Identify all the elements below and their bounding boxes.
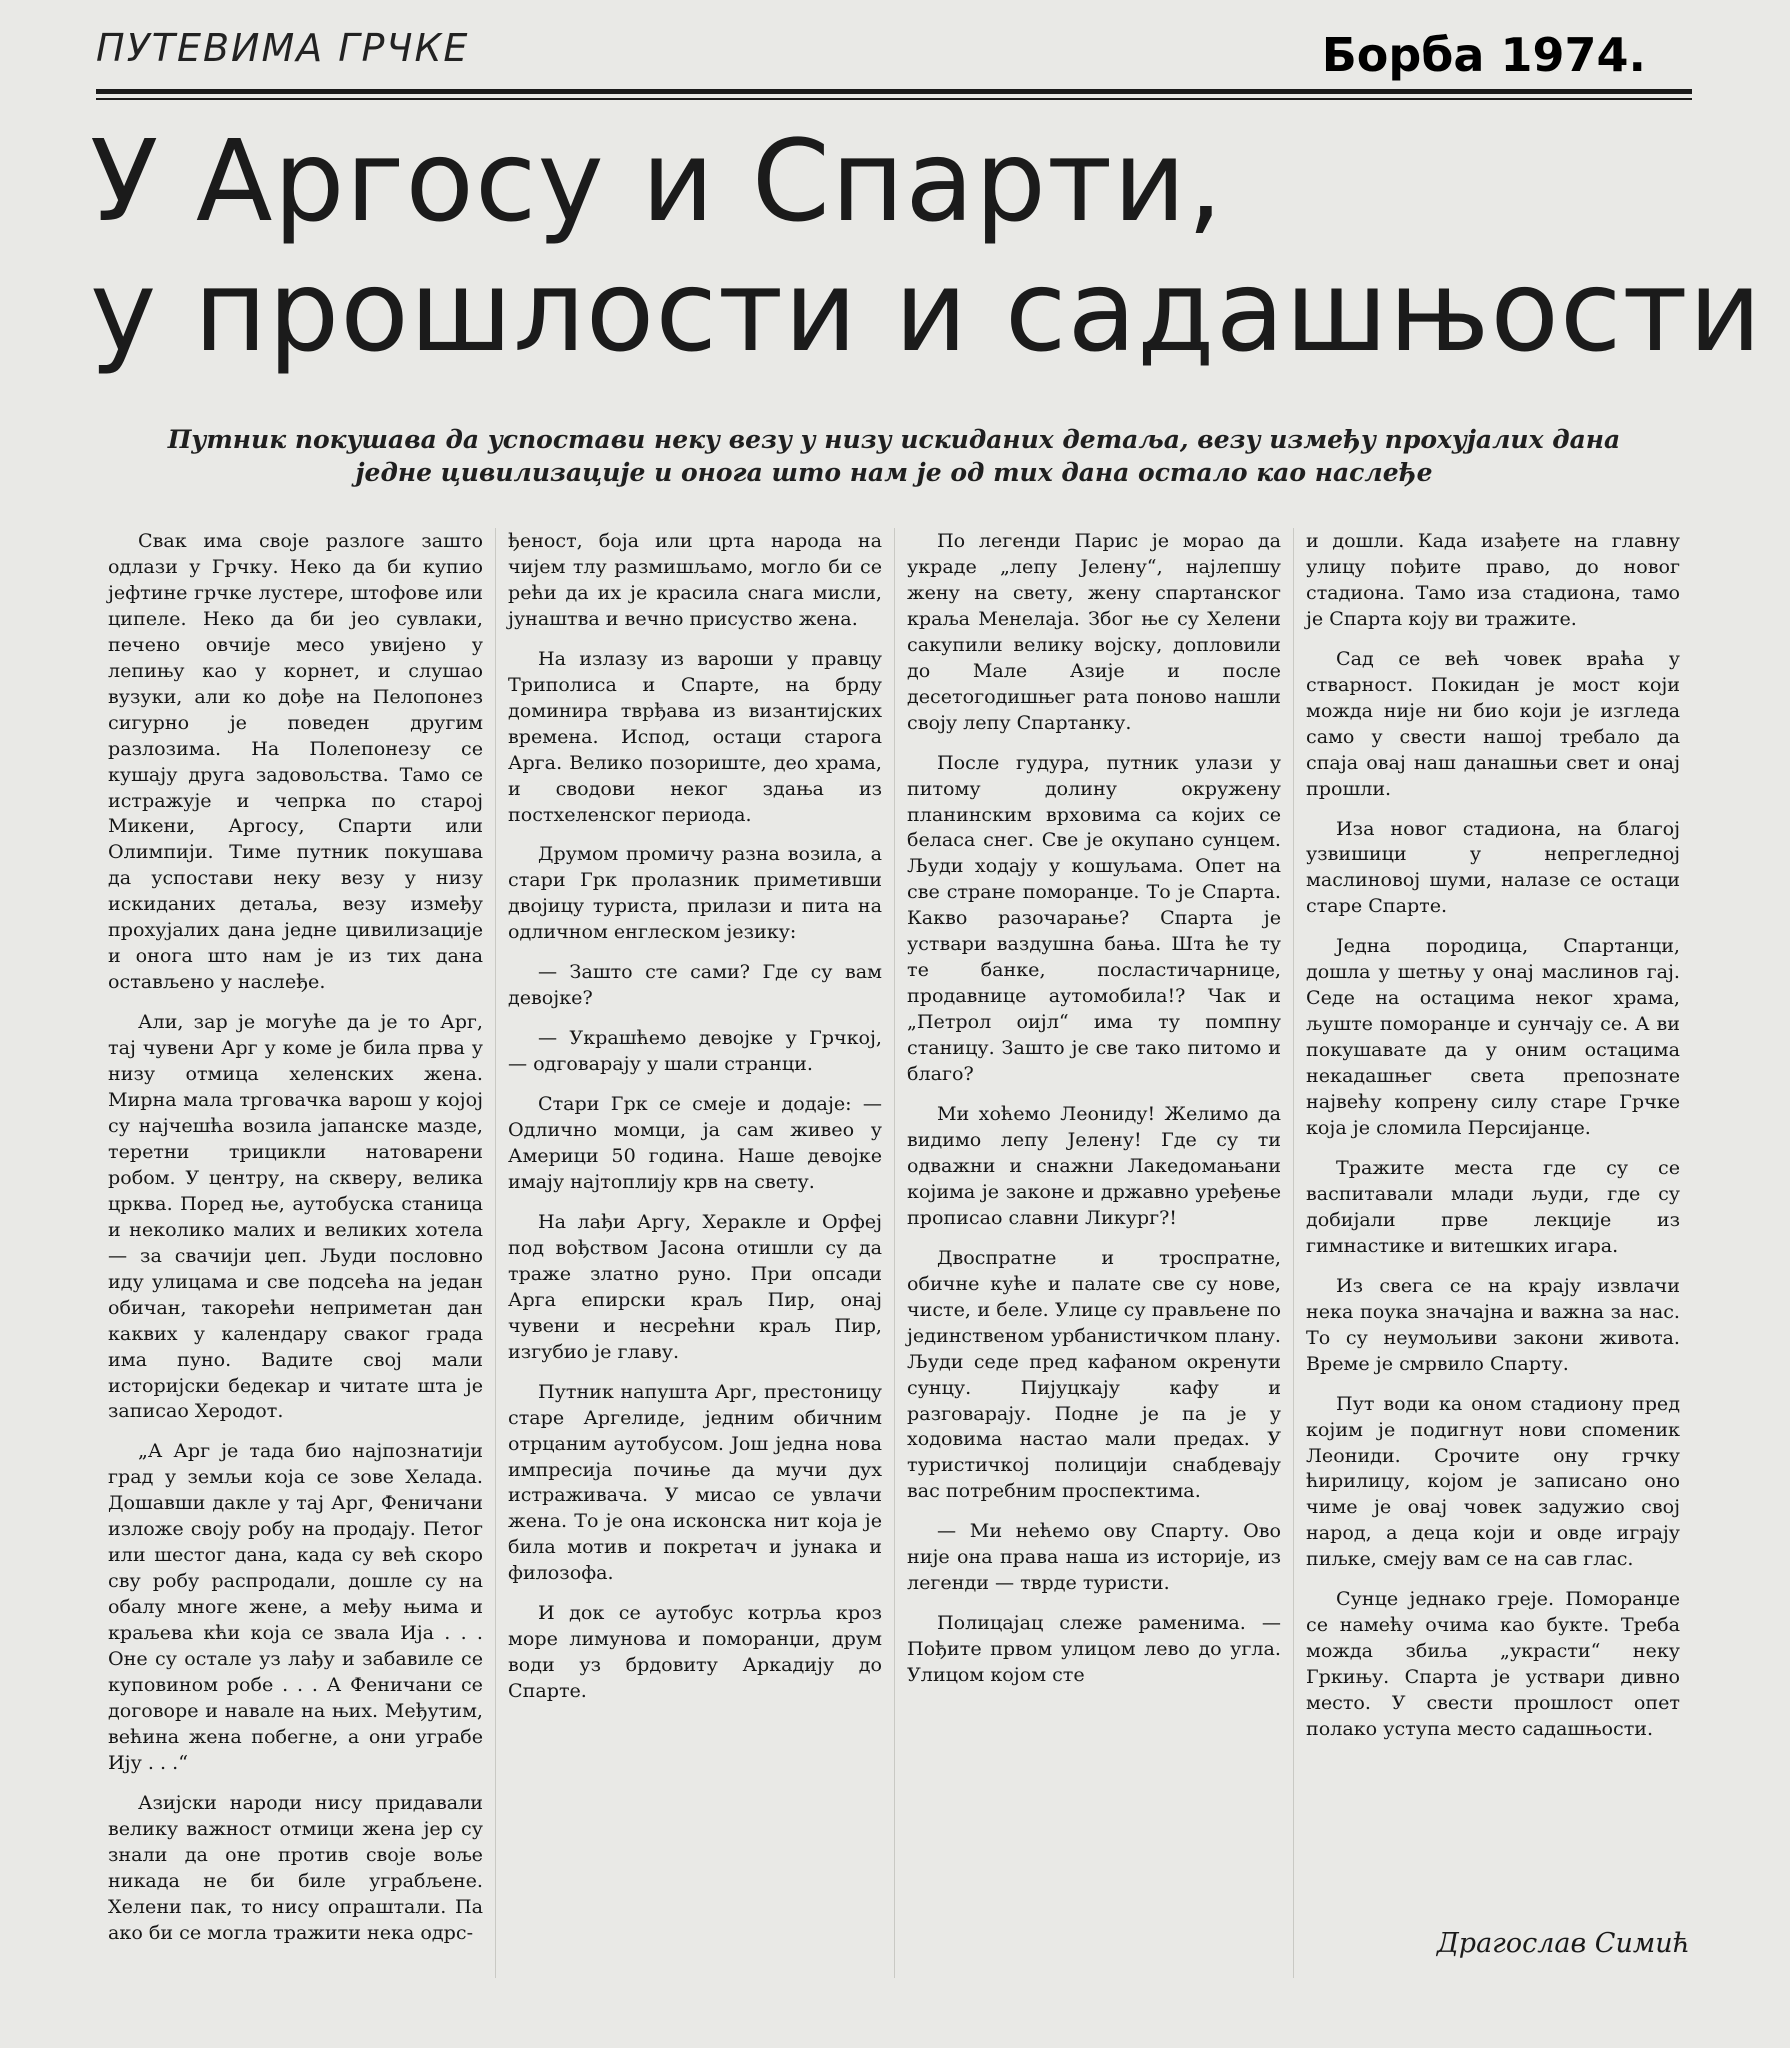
paragraph: Али, зар је могуће да је то Арг, тај чувени Арг у коме је била прва у низу отмица хеленских жена. Мирна мала трговачка варош у којој су најчешћа возила јапанске мазде, теретни трицикли натоварени робом. У центру, на скверу, велика црква. Поред ње, аутобуска станица и неколико малих и великих хотела — за свачији џеп. Људи пословно иду улицама и све подсећа на један обичан, такорећи неприметан дан каквих у календару сваког града има пуно. Вадите свој мали историјски бедекар и читате шта је записао Херодот. (108, 1010, 483, 1423)
paragraph: Тражите места где су се васпитавали млади људи, где су добијали прве лекције из гимнастике и витешких игара. (1306, 1155, 1680, 1257)
section-kicker: ПУТЕВИМА ГРЧКЕ (96, 26, 470, 70)
header-rule (96, 89, 1692, 94)
paragraph: Двоспратне и троспратне, обичне куће и палате све су нове, чисте, и беле. Улице су прављене по јединственом урбанистичком плану. Људи седе пред кафаном окренути сунцу. Пијуцкају кафу и разговарају. Подне је па је у ходовима настао мали предах. У туристичкој полицији снабдевају вас потребним проспектима. (907, 1245, 1281, 1503)
paragraph: — Зашто сте сами? Где су вам девојке? (508, 960, 882, 1010)
paragraph: Сад се већ човек враћа у стварност. Покидан је мост који можда није ни био који је изгледа само у свести нашој требало да спаја овај наш данашњи свет и онај прошли. (1306, 646, 1680, 800)
subhead-line-2: једне цивилизације и онога што нам је од тих дана остало као наслеђе (355, 457, 1433, 487)
paragraph: Стари Грк се смеје и додаје: — Одлично момци, ја сам живео у Америци 50 година. Наше девојке имају најтоплију крв на свету. (508, 1092, 882, 1193)
paragraph: По легенди Парис је морао да украде „лепу Јелену“, најлепшу жену на свету, жену спартанског краља Менелаја. Због ње су Хелени сакупили велику војску, допловили до Мале Азије и после десетогодишњег рата поново нашли своју лепу Спартанку. (907, 529, 1281, 734)
header-rule-thin (96, 98, 1692, 100)
paragraph: Пут води ка оном стадиону пред којим је подигнут нови споменик Леониди. Срочите ону грчку ћирилицу, којом је записано оно чиме је овај човек задужио свој народ, а деца који и овде играју пиљке, смеју вам се на сав глас. (1306, 1391, 1680, 1571)
paragraph: Ми хоћемо Леониду! Желимо да видимо лепу Јелену! Где су ти одважни и снажни Лакедомањани којима је законе и државно уређење прописао славни Ликург?! (907, 1102, 1281, 1229)
subhead-line-1: Путник покушава да успостави неку везу у низу искиданих детаља, везу између прохујалих дана (167, 425, 1621, 454)
paragraph: — Украшћемо девојке у Грчкој, — одговарају у шали странци. (508, 1026, 882, 1076)
paragraph: Путник напушта Арг, престоницу старе Аргелиде, једним обичним отрцаним аутобусом. Још једна нова импресија почиње да мучи дух истраживача. У мисао се увлачи жена. То је она исконска нит која је била мотив и покретач и јунака и филозофа. (508, 1379, 882, 1585)
headline-line-2: у прошлости и садашњости (90, 246, 1763, 377)
paragraph: „А Арг је тада био најпознатији град у земљи која се зове Хелада. Дошавши дакле у тај Арг, Феничани изложе своју робу на продају. Петог или шестог дана, када су већ скоро сву робу распродали, дошле су на обалу многе жене, а међу њима и краљева кћи која се звала Ија . . . Оне су остале уз лађу и забавиле се куповином робе . . . А Феничани се договоре и навале на њих. Међутим, већина жена побегне, а они уграбе Ију . . .“ (108, 1439, 483, 1774)
paragraph: Иза новог стадиона, на благој узвишици у непрегледној маслиновој шуми, налазе се остаци старе Спарте. (1306, 816, 1680, 918)
author-signature: Драгослав Симић (1436, 1928, 1690, 1959)
paragraph: Сунце једнако греје. Поморанџе се намећу очима као букте. Треба можда збиља „украсти“ неку Гркињу. Спарта је уствари дивно место. У свести прошлост опет полако уступа место садашњости. (1306, 1587, 1680, 1741)
paragraph: И док се аутобус котрља кроз море лимунова и поморанџи, друм води уз брдовиту Аркадију до Спарте. (508, 1601, 882, 1703)
paragraph: — Ми нећемо ову Спарту. Ово није она права наша из историје, из легенди — тврде туристи. (907, 1519, 1281, 1595)
column-3 (894, 528, 1293, 1978)
paragraph: Свак има своје разлоге зашто одлази у Грчку. Неко да би купио јефтине грчке лустере, штофове или ципеле. Неко да би јео сувлаки, печено овчије месо увијено у лепињу као у корнет, и слушао вузуки, али ко дође на Пелопонез сигурно је поведен другим разлозима. На Полепонезу се кушају друга задовољства. Тамо се истражује и чепрка по старој Микени, Аргосу, Спарти или Олимпији. Тиме путник покушава да успостави неку везу у низу искиданих детаља, везу између прохујалих дана једне цивилизације и онога што нам је из тих дана остављено у наслеђе. (108, 529, 483, 994)
paragraph: На лађи Аргу, Херакле и Орфеј под вођством Јасона отишли су да траже златно руно. При опсади Арга епирски краљ Пир, онај чувени и несрећни краљ Пир, изгубио је главу. (508, 1209, 882, 1363)
paragraph: Једна породица, Спартанци, дошла у шетњу у онај маслинов гај. Седе на остацима неког храма, љуште поморанџе и сунчају се. А ви покушавате да у оним остацима некадашњег света препознате највећу копрену силу старе Грчке која је сломила Персијанце. (1306, 934, 1680, 1140)
paragraph: На излазу из вароши у правцу Триполиса и Спарте, на брду доминира тврђава из византијских времена. Испод, остаци старога Арга. Велико позориште, део храма, и сводови неког здања из постхеленског периода. (508, 646, 882, 826)
article-body (96, 528, 1692, 1978)
headline-line-1: У Аргосу и Спарти, (90, 117, 1224, 247)
paragraph: и дошли. Када изађете на главну улицу пођите право, до новог стадиона. Тамо иза стадиона, тамо је Спарта коју ви тражите. (1306, 529, 1680, 630)
article-headline (90, 117, 1763, 378)
column-1 (96, 528, 495, 1978)
source-label: Борба 1974. (1321, 28, 1646, 82)
column-4 (1293, 528, 1692, 1978)
paragraph: Полицајац слеже раменима. — Пођите првом улицом лево до угла. Улицом којом сте (907, 1611, 1281, 1687)
paragraph: После гудура, путник улази у питому долину окружену планинским врховима са којих се беласа снег. Све је окупано сунцем. Људи ходају у кошуљама. Опет на све стране поморанџе. То је Спарта. Какво разочарање? Спарта је уствари ваздушна бања. Шта ће ту те банке, посластичарнице, продавнице аутомобила!? Чак и „Петрол оијл“ има ту помпну станицу. Зашто је све тако питомо и благо? (907, 750, 1281, 1086)
column-2 (495, 528, 894, 1978)
paragraph: Из свега се на крају извлачи нека поука значајна и важна за нас. То су неумољиви закони живота. Време је смрвило Спарту. (1306, 1273, 1680, 1375)
paragraph: Друмом промичу разна возила, а стари Грк пролазник приметивши двојицу туриста, прилази и пита на одличном енглеском језику: (508, 842, 882, 944)
paragraph: Азијски народи нису придавали велику важност отмици жена јер су знали да оне против своје воље никада не би биле уграбљене. Хелени пак, то нису опраштали. Па ако би се могла тражити нека одрс- (108, 1790, 483, 1944)
article-subhead (96, 424, 1692, 489)
paragraph: ђеност, боја или црта народа на чијем тлу размишљамо, могло би се рећи да их је красила снага мисли, јунаштва и вечно присуство жена. (508, 529, 882, 630)
